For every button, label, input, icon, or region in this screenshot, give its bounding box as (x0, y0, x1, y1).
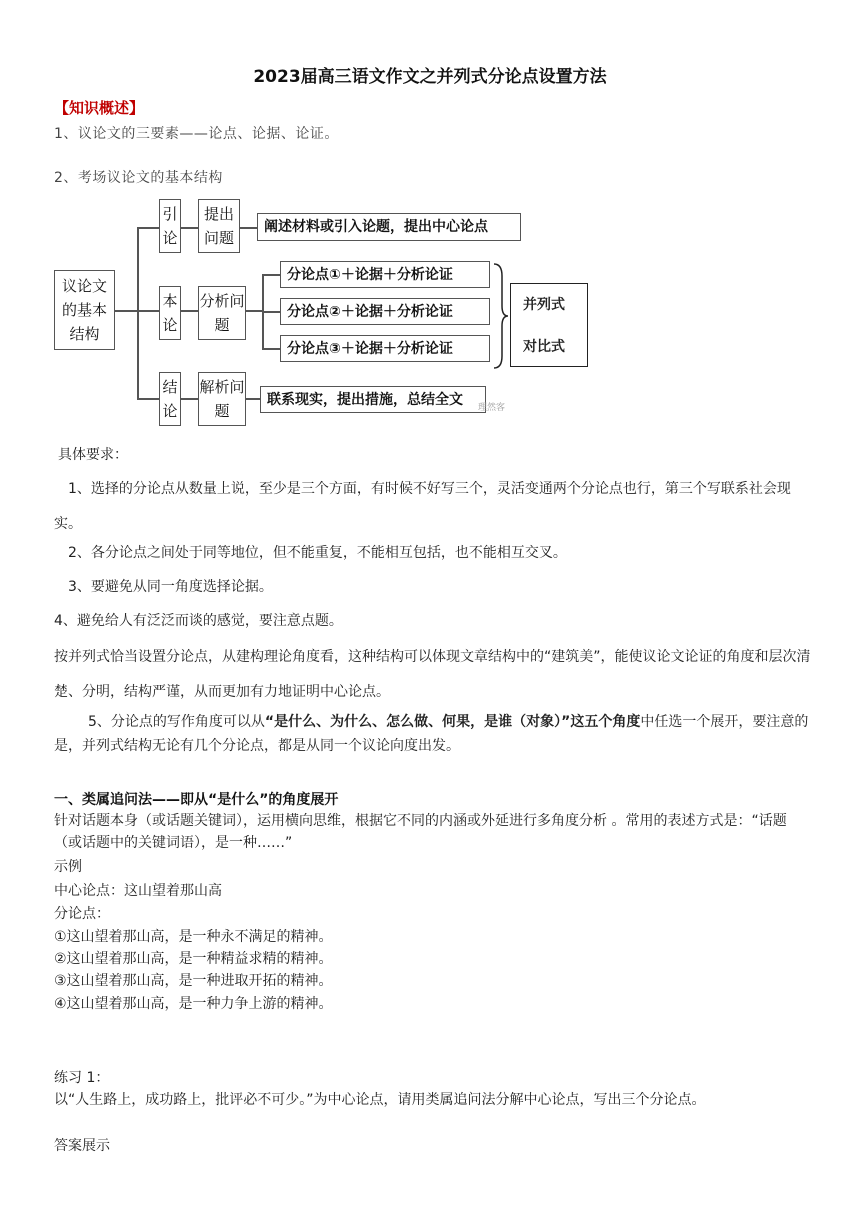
watermark: 理然客 (478, 403, 506, 413)
page-title: 2023届高三语文作文之并列式分论点设置方法 (253, 67, 607, 87)
sub-point-3-box: 分论点③＋论据＋分析论证 (280, 335, 490, 362)
branch-intro-label: 引论 (159, 199, 181, 253)
requirement-5-post: 中任选一个展开，要注意的是，并列式结构无论有几个分论点，都是从同一个议论向度出发。 (54, 714, 809, 754)
requirement-5-bold: “是什么、为什么、怎么做、何果，是谁（对象）”这五个角度 (264, 714, 641, 730)
requirement-4-detail: 按并列式恰当设置分论点，从建构理论角度看，这种结构可以体现文章结构中的“建筑美”，能使议论文论证的角度和层次清楚、分明，结构严谨，从而更加有力地证明中心论点。 (54, 649, 811, 700)
sub-point-1-box: 分论点①＋论据＋分析论证 (280, 261, 490, 288)
point-1: 1、议论文的三要素——论点、论据、论证。 (54, 126, 339, 142)
sub-point-2: ②这山望着那山高，是一种精益求精的精神。 (54, 951, 333, 967)
branch-intro-desc: 阐述材料或引入论题，提出中心论点 (257, 213, 521, 241)
requirements-heading: 具体要求： (58, 447, 128, 463)
sub-point-2-box: 分论点②＋论据＋分析论证 (280, 298, 490, 325)
branch-conclusion-sub: 解析问题 (198, 372, 246, 426)
requirement-1: 1、选择的分论点从数量上说，至少是三个方面，有时候不好写三个，灵活变通两个分论点也行，第三个写联系社会现实。 (54, 481, 791, 532)
method-1-heading: 一、类属追问法——即从“是什么”的角度展开 (54, 792, 339, 808)
exercise-label: 练习 1： (54, 1070, 110, 1086)
branch-intro-sub: 提出问题 (198, 199, 240, 253)
sub-points-label: 分论点： (54, 906, 110, 922)
branch-conclusion-desc: 联系现实，提出措施，总结全文 (260, 386, 486, 413)
sub-point-1: ①这山望着那山高，是一种永不满足的精神。 (54, 929, 333, 945)
central-point: 中心论点：这山望着那山高 (54, 883, 222, 899)
structure-type-box (510, 283, 588, 367)
parallel-label: 并列式 (523, 297, 565, 313)
requirement-5-pre: 5、分论点的写作角度可以从 (88, 714, 265, 730)
point-2: 2、考场议论文的基本结构 (54, 170, 223, 186)
sub-point-3: ③这山望着那山高，是一种进取开拓的精神。 (54, 973, 333, 989)
requirement-4: 4、避免给人有泛泛而谈的感觉，要注意点题。 (54, 613, 343, 629)
diagram-root: 议论文的基本结构 (54, 270, 115, 350)
method-1-desc: 针对话题本身（或话题关键词），运用横向思维，根据它不同的内涵或外延进行多角度分析 。常用的表述方式是：“话题（或话题中的关键词语），是一种……” (54, 813, 787, 851)
contrast-label: 对比式 (523, 339, 565, 355)
branch-conclusion-label: 结论 (159, 372, 181, 426)
sub-point-4: ④这山望着那山高，是一种力争上游的精神。 (54, 996, 333, 1012)
exercise-text: 以“人生路上，成功路上，批评必不可少。”为中心论点，请用类属追问法分解中心论点，写出三个分论点。 (54, 1092, 706, 1108)
branch-body-label: 本论 (159, 286, 181, 340)
branch-body-sub: 分析问题 (198, 286, 246, 340)
requirement-2: 2、各分论点之间处于同等地位，但不能重复，不能相互包括，也不能相互交叉。 (68, 545, 567, 561)
requirement-3: 3、要避免从同一角度选择论据。 (68, 579, 273, 595)
brace-icon (492, 262, 510, 370)
requirement-5 (54, 710, 814, 758)
answer-label: 答案展示 (54, 1138, 110, 1154)
example-label: 示例 (54, 859, 82, 875)
section-tag: 【知识概述】 (54, 99, 145, 117)
